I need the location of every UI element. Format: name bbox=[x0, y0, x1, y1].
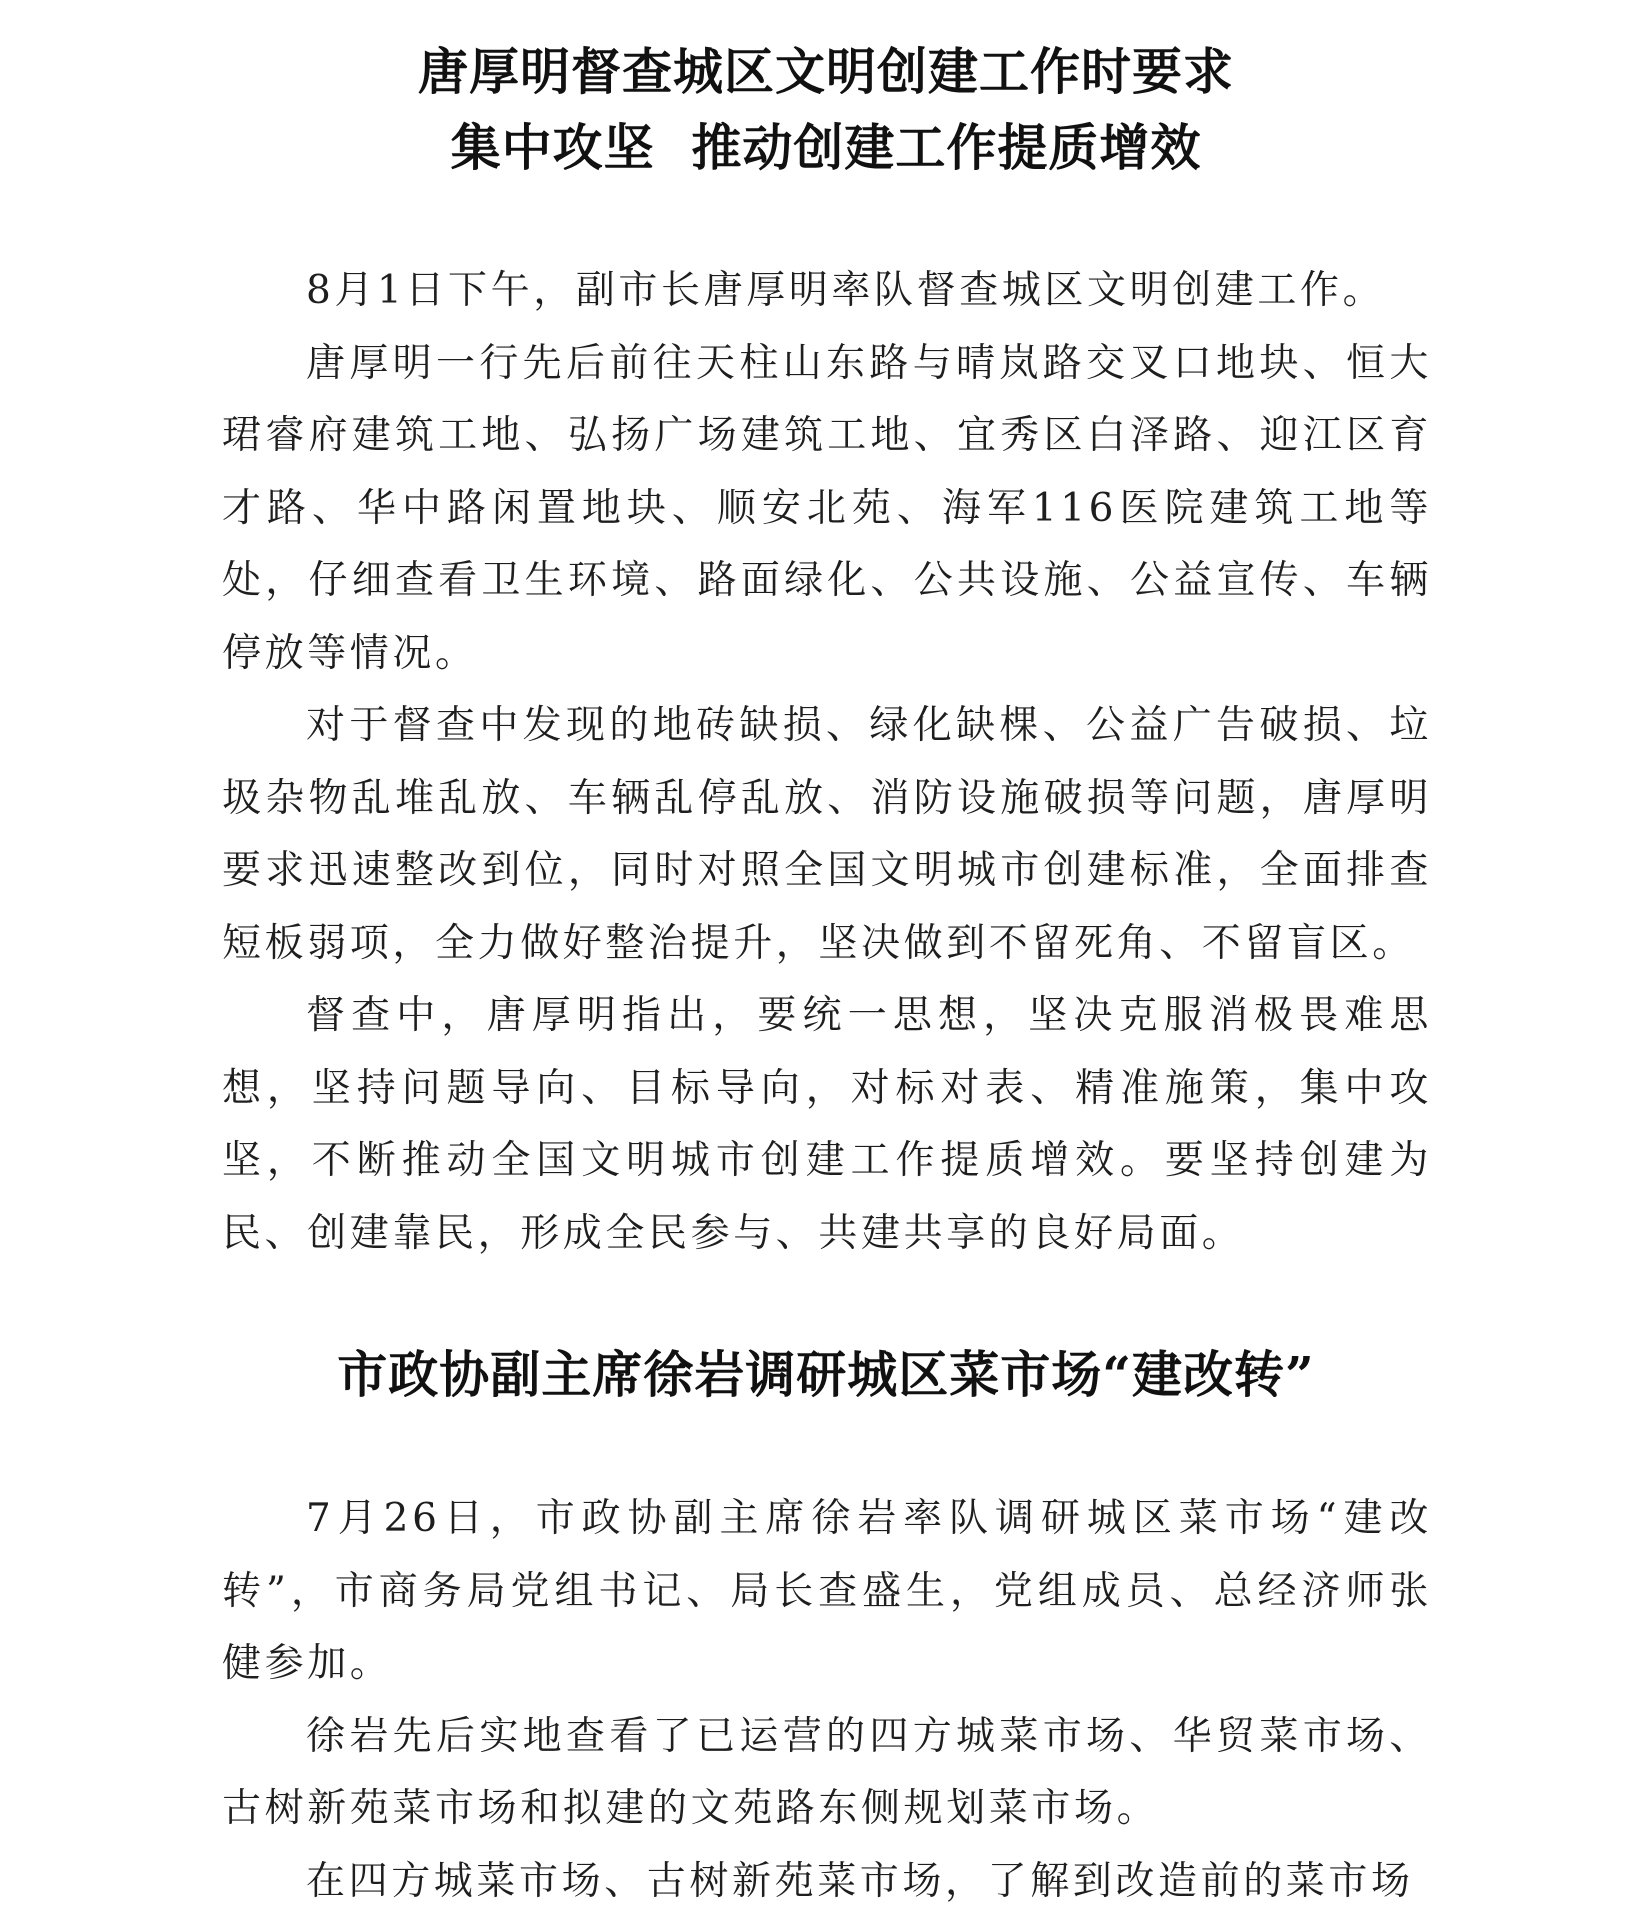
article-1-paragraph-2: 唐厚明一行先后前往天柱山东路与晴岚路交叉口地块、恒大珺睿府建筑工地、弘扬广场建筑工地、宜秀区白泽路、迎江区育才路、华中路闲置地块、顺安北苑、海军116医院建筑工地等处，仔细查看卫生环境、路面绿化、公共设施、公益宣传、车辆停放等情况。 bbox=[222, 328, 1432, 691]
article-2-body bbox=[222, 1483, 1432, 1918]
article-1-title bbox=[0, 34, 1652, 186]
article-2-paragraph-2: 徐岩先后实地查看了已运营的四方城菜市场、华贸菜市场、古树新苑菜市场和拟建的文苑路东侧规划菜市场。 bbox=[222, 1701, 1432, 1846]
article-1-body bbox=[222, 255, 1432, 1270]
article-1-paragraph-3: 对于督查中发现的地砖缺损、绿化缺棵、公益广告破损、垃圾杂物乱堆乱放、车辆乱停乱放、消防设施破损等问题，唐厚明要求迅速整改到位，同时对照全国文明城市创建标准，全面排查短板弱项，全力做好整治提升，坚决做到不留死角、不留盲区。 bbox=[222, 690, 1432, 980]
article-2-title-line-1: 市政协副主席徐岩调研城区菜市场“建改转” bbox=[0, 1337, 1652, 1413]
article-1-paragraph-4: 督查中，唐厚明指出，要统一思想，坚决克服消极畏难思想，坚持问题导向、目标导向，对标对表、精准施策，集中攻坚，不断推动全国文明城市创建工作提质增效。要坚持创建为民、创建靠民，形成全民参与、共建共享的良好局面。 bbox=[222, 980, 1432, 1270]
article-2-title bbox=[0, 1337, 1652, 1413]
article-2-paragraph-1: 7月26日，市政协副主席徐岩率队调研城区菜市场“建改转”，市商务局党组书记、局长查盛生，党组成员、总经济师张健参加。 bbox=[222, 1483, 1432, 1701]
article-2-paragraph-3: 在四方城菜市场、古树新苑菜市场，了解到改造前的菜市场 bbox=[222, 1846, 1432, 1918]
article-1-title-line-2: 集中攻坚 推动创建工作提质增效 bbox=[0, 110, 1652, 186]
article-1-title-line-1: 唐厚明督查城区文明创建工作时要求 bbox=[0, 34, 1652, 110]
article-1-paragraph-1: 8月1日下午，副市长唐厚明率队督查城区文明创建工作。 bbox=[222, 255, 1432, 328]
